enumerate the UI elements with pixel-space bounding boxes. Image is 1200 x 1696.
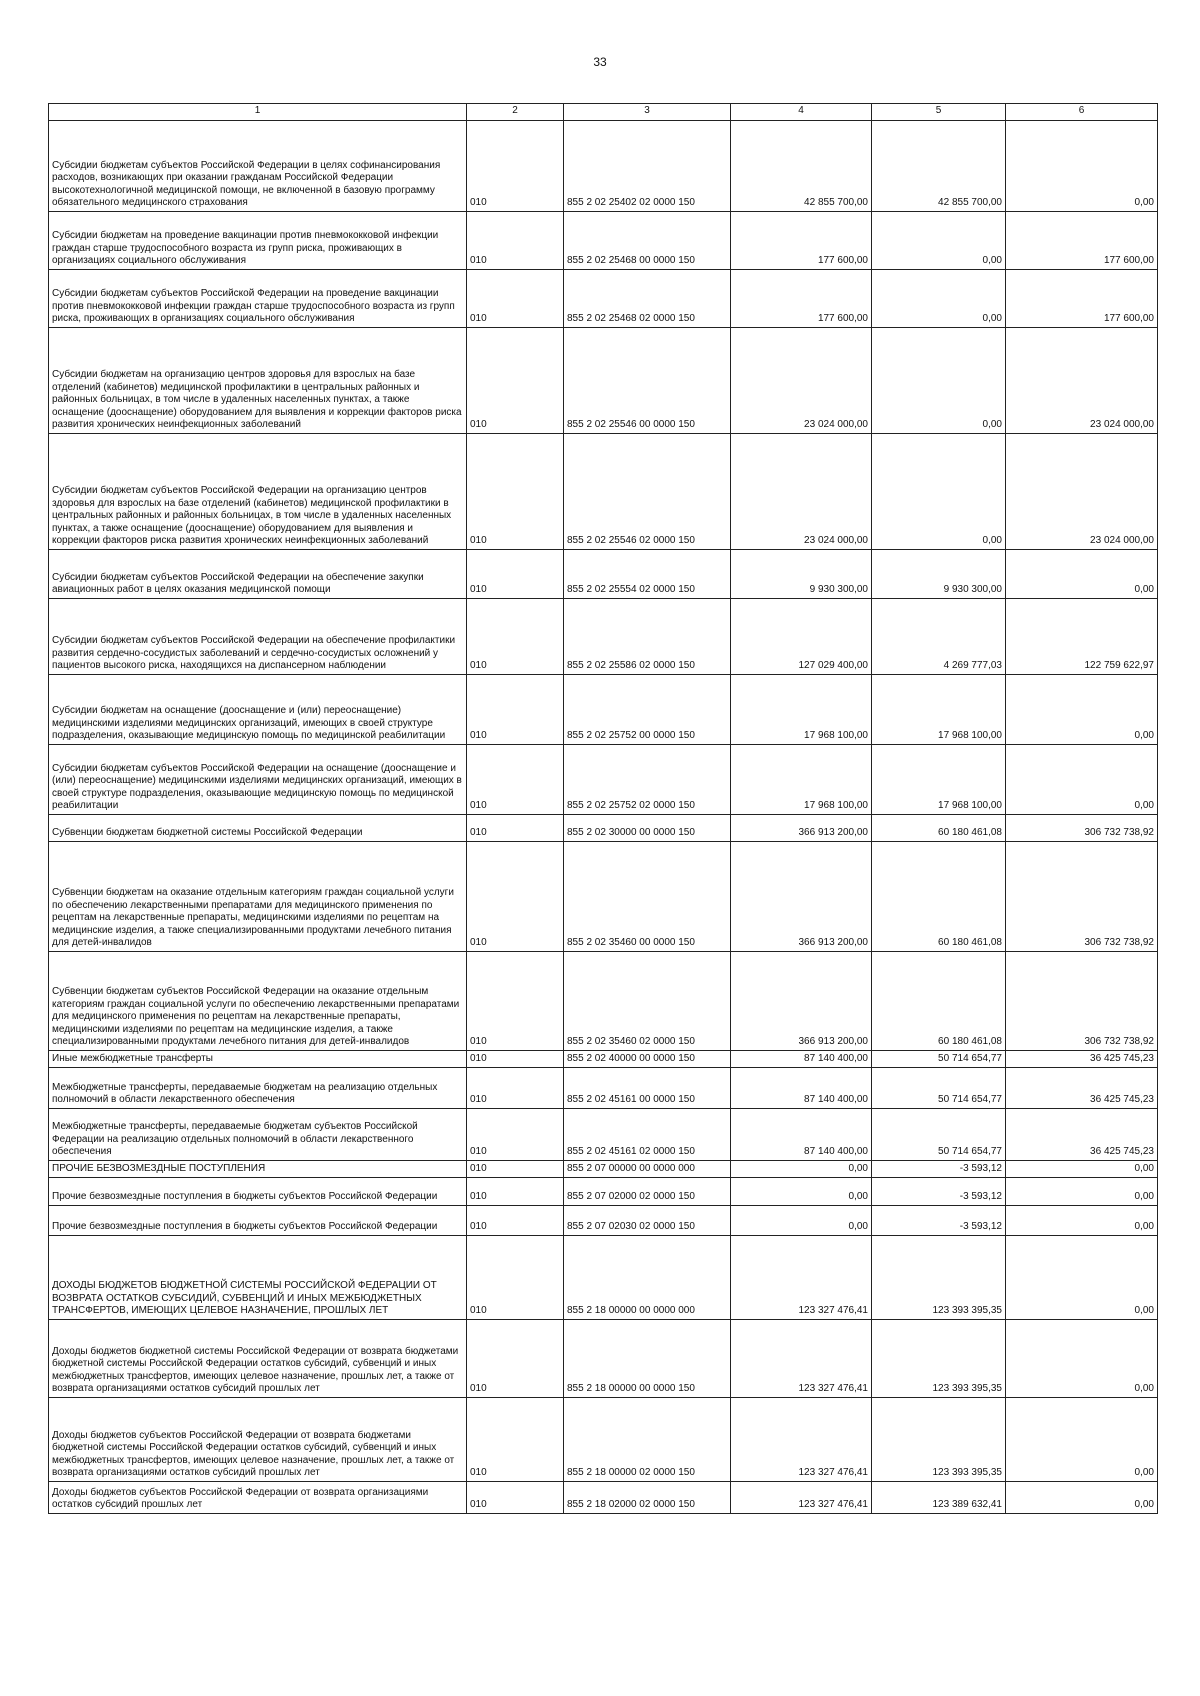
table-row [49,1236,1158,1320]
row-code-cell: 010 [467,1068,564,1109]
table-row [49,842,1158,952]
row-name-cell: Субсидии бюджетам субъектов Российской Федерации на организацию центров здоровья для взрослых на базе отделений (кабинетов) медицинской профилактики в центральных районных и районных больницах, в том числе в удаленных населенных пунктах, а также оснащение (дооснащение) оборудованием для выявления и коррекции факторов риска развития хронических неинфекционных заболеваний [49,434,467,550]
row-kbk-cell: 855 2 02 35460 00 0000 150 [564,842,731,952]
row-rest-cell: 122 759 622,97 [1006,599,1158,675]
row-rest-cell: 306 732 738,92 [1006,815,1158,842]
row-kbk-cell: 855 2 02 30000 00 0000 150 [564,815,731,842]
row-name-cell: ПРОЧИЕ БЕЗВОЗМЕЗДНЫЕ ПОСТУПЛЕНИЯ [49,1161,467,1178]
row-code-cell: 010 [467,434,564,550]
table-body [49,121,1158,1514]
table-header-row [49,104,1158,121]
row-kbk-cell: 855 2 02 45161 00 0000 150 [564,1068,731,1109]
row-code-cell: 010 [467,842,564,952]
column-header: 3 [564,104,731,121]
row-kbk-cell: 855 2 02 25546 00 0000 150 [564,328,731,434]
row-name-cell: Субвенции бюджетам субъектов Российской Федерации на оказание отдельным категориям граждан социальной услуги по обеспечению лекарственными препаратами для медицинского применения по рецептам на лекарственные препараты, медицинскими изделиями по рецептам на медицинские изделия, а также специализированными продуктами лечебного питания для детей-инвалидов [49,952,467,1051]
row-kbk-cell: 855 2 18 00000 00 0000 150 [564,1320,731,1398]
row-kbk-cell: 855 2 07 02000 02 0000 150 [564,1178,731,1206]
row-plan-cell: 366 913 200,00 [731,952,872,1051]
row-code-cell: 010 [467,1051,564,1068]
row-fact-cell: 0,00 [872,328,1006,434]
row-kbk-cell: 855 2 18 00000 00 0000 000 [564,1236,731,1320]
table-row [49,599,1158,675]
row-name-cell: ДОХОДЫ БЮДЖЕТОВ БЮДЖЕТНОЙ СИСТЕМЫ РОССИЙСКОЙ ФЕДЕРАЦИИ ОТ ВОЗВРАТА ОСТАТКОВ СУБСИДИЙ, СУБВЕНЦИЙ И ИНЫХ МЕЖБЮДЖЕТНЫХ ТРАНСФЕРТОВ, ИМЕЮЩИХ ЦЕЛЕВОЕ НАЗНАЧЕНИЕ, ПРОШЛЫХ ЛЕТ [49,1236,467,1320]
row-name-cell: Субвенции бюджетам бюджетной системы Российской Федерации [49,815,467,842]
table-row [49,1206,1158,1236]
row-fact-cell: 123 393 395,35 [872,1236,1006,1320]
row-plan-cell: 366 913 200,00 [731,815,872,842]
row-plan-cell: 123 327 476,41 [731,1482,872,1514]
row-kbk-cell: 855 2 02 25752 00 0000 150 [564,675,731,745]
row-kbk-cell: 855 2 07 00000 00 0000 000 [564,1161,731,1178]
row-fact-cell: 0,00 [872,270,1006,328]
row-code-cell: 010 [467,550,564,599]
row-name-cell: Субсидии бюджетам на организацию центров здоровья для взрослых на базе отделений (кабинетов) медицинской профилактики в центральных районных и районных больницах, в том числе в удаленных населенных пунктах, а также оснащение (дооснащение) оборудованием для выявления и коррекции факторов риска развития хронических неинфекционных заболеваний [49,328,467,434]
row-kbk-cell: 855 2 18 02000 02 0000 150 [564,1482,731,1514]
row-rest-cell: 36 425 745,23 [1006,1051,1158,1068]
row-name-cell: Доходы бюджетов субъектов Российской Федерации от возврата организациями остатков субсидий прошлых лет [49,1482,467,1514]
row-rest-cell: 0,00 [1006,1206,1158,1236]
row-rest-cell: 36 425 745,23 [1006,1068,1158,1109]
row-fact-cell: 50 714 654,77 [872,1051,1006,1068]
row-rest-cell: 0,00 [1006,1398,1158,1482]
row-plan-cell: 0,00 [731,1161,872,1178]
row-rest-cell: 177 600,00 [1006,270,1158,328]
row-fact-cell: 50 714 654,77 [872,1068,1006,1109]
row-code-cell: 010 [467,599,564,675]
row-kbk-cell: 855 2 02 25402 02 0000 150 [564,121,731,212]
row-fact-cell: 17 968 100,00 [872,745,1006,815]
row-rest-cell: 0,00 [1006,121,1158,212]
row-code-cell: 010 [467,1236,564,1320]
row-rest-cell: 0,00 [1006,1320,1158,1398]
row-code-cell: 010 [467,1320,564,1398]
row-name-cell: Доходы бюджетов субъектов Российской Федерации от возврата бюджетами бюджетной системы Российской Федерации остатков субсидий, субвенций и иных межбюджетных трансфертов, имеющих целевое назначение, прошлых лет, а также от возврата организациями остатков субсидий прошлых лет [49,1398,467,1482]
row-name-cell: Субвенции бюджетам на оказание отдельным категориям граждан социальной услуги по обеспечению лекарственными препаратами для медицинского применения по рецептам на лекарственные препараты, медицинскими изделиями по рецептам на медицинские изделия, а также специализированными продуктами лечебного питания для детей-инвалидов [49,842,467,952]
row-rest-cell: 0,00 [1006,675,1158,745]
row-fact-cell: 9 930 300,00 [872,550,1006,599]
row-plan-cell: 87 140 400,00 [731,1068,872,1109]
column-header: 5 [872,104,1006,121]
row-rest-cell: 0,00 [1006,1178,1158,1206]
row-kbk-cell: 855 2 02 25554 02 0000 150 [564,550,731,599]
row-code-cell: 010 [467,1398,564,1482]
budget-table [48,103,1158,1514]
row-kbk-cell: 855 2 02 25468 02 0000 150 [564,270,731,328]
row-name-cell: Прочие безвозмездные поступления в бюджеты субъектов Российской Федерации [49,1178,467,1206]
row-plan-cell: 0,00 [731,1178,872,1206]
row-name-cell: Доходы бюджетов бюджетной системы Российской Федерации от возврата бюджетами бюджетной системы Российской Федерации остатков субсидий, субвенций и иных межбюджетных трансфертов, имеющих целевое назначение, прошлых лет, а также от возврата организациями остатков субсидий прошлых лет [49,1320,467,1398]
row-rest-cell: 36 425 745,23 [1006,1109,1158,1161]
row-plan-cell: 87 140 400,00 [731,1109,872,1161]
row-name-cell: Субсидии бюджетам субъектов Российской Федерации на обеспечение закупки авиационных работ в целях оказания медицинской помощи [49,550,467,599]
row-plan-cell: 123 327 476,41 [731,1398,872,1482]
row-rest-cell: 0,00 [1006,745,1158,815]
column-header: 6 [1006,104,1158,121]
table-row [49,745,1158,815]
row-fact-cell: 17 968 100,00 [872,675,1006,745]
row-plan-cell: 123 327 476,41 [731,1320,872,1398]
row-rest-cell: 23 024 000,00 [1006,328,1158,434]
row-fact-cell: -3 593,12 [872,1206,1006,1236]
table-row [49,1068,1158,1109]
table-row [49,212,1158,270]
column-header: 2 [467,104,564,121]
row-kbk-cell: 855 2 02 25468 00 0000 150 [564,212,731,270]
table-row [49,815,1158,842]
row-kbk-cell: 855 2 02 35460 02 0000 150 [564,952,731,1051]
row-kbk-cell: 855 2 18 00000 02 0000 150 [564,1398,731,1482]
row-code-cell: 010 [467,1161,564,1178]
table-row [49,1320,1158,1398]
row-plan-cell: 42 855 700,00 [731,121,872,212]
table-row [49,121,1158,212]
row-code-cell: 010 [467,1482,564,1514]
table-row [49,434,1158,550]
column-header: 1 [49,104,467,121]
row-code-cell: 010 [467,952,564,1051]
row-plan-cell: 123 327 476,41 [731,1236,872,1320]
row-name-cell: Субсидии бюджетам субъектов Российской Федерации в целях софинансирования расходов, возникающих при оказании гражданам Российской Федерации высокотехнологичной медицинской помощи, не включенной в базовую программу обязательного медицинского страхования [49,121,467,212]
row-name-cell: Межбюджетные трансферты, передаваемые бюджетам на реализацию отдельных полномочий в области лекарственного обеспечения [49,1068,467,1109]
table-row [49,1109,1158,1161]
row-kbk-cell: 855 2 07 02030 02 0000 150 [564,1206,731,1236]
row-plan-cell: 87 140 400,00 [731,1051,872,1068]
row-plan-cell: 17 968 100,00 [731,675,872,745]
row-rest-cell: 177 600,00 [1006,212,1158,270]
row-rest-cell: 23 024 000,00 [1006,434,1158,550]
row-kbk-cell: 855 2 02 25752 02 0000 150 [564,745,731,815]
table-row [49,1051,1158,1068]
row-rest-cell: 306 732 738,92 [1006,842,1158,952]
row-fact-cell: 123 393 395,35 [872,1398,1006,1482]
row-code-cell: 010 [467,1206,564,1236]
row-code-cell: 010 [467,815,564,842]
row-rest-cell: 306 732 738,92 [1006,952,1158,1051]
table-row [49,675,1158,745]
row-rest-cell: 0,00 [1006,550,1158,599]
table-row [49,952,1158,1051]
row-kbk-cell: 855 2 02 25586 02 0000 150 [564,599,731,675]
row-plan-cell: 0,00 [731,1206,872,1236]
row-code-cell: 010 [467,328,564,434]
row-fact-cell: 60 180 461,08 [872,952,1006,1051]
row-name-cell: Субсидии бюджетам на проведение вакцинации против пневмококковой инфекции граждан старше трудоспособного возраста из групп риска, проживающих в организациях социального обслуживания [49,212,467,270]
row-code-cell: 010 [467,745,564,815]
column-header: 4 [731,104,872,121]
table-row [49,270,1158,328]
row-code-cell: 010 [467,270,564,328]
row-fact-cell: 60 180 461,08 [872,842,1006,952]
table-row [49,1178,1158,1206]
table-row [49,1161,1158,1178]
row-kbk-cell: 855 2 02 45161 02 0000 150 [564,1109,731,1161]
row-plan-cell: 127 029 400,00 [731,599,872,675]
row-rest-cell: 0,00 [1006,1161,1158,1178]
row-code-cell: 010 [467,675,564,745]
row-plan-cell: 9 930 300,00 [731,550,872,599]
row-plan-cell: 177 600,00 [731,212,872,270]
row-plan-cell: 23 024 000,00 [731,434,872,550]
row-fact-cell: 42 855 700,00 [872,121,1006,212]
table-row [49,1482,1158,1514]
row-fact-cell: 0,00 [872,212,1006,270]
row-name-cell: Субсидии бюджетам на оснащение (дооснащение и (или) переоснащение) медицинскими изделиями медицинских организаций, имеющих в своей структуре подразделения, оказывающие медицинскую помощь по медицинской реабилитации [49,675,467,745]
row-name-cell: Прочие безвозмездные поступления в бюджеты субъектов Российской Федерации [49,1206,467,1236]
row-fact-cell: 123 389 632,41 [872,1482,1006,1514]
row-rest-cell: 0,00 [1006,1482,1158,1514]
row-code-cell: 010 [467,1109,564,1161]
row-name-cell: Субсидии бюджетам субъектов Российской Федерации на проведение вакцинации против пневмококковой инфекции граждан старше трудоспособного возраста из групп риска, проживающих в организациях социального обслуживания [49,270,467,328]
row-fact-cell: 0,00 [872,434,1006,550]
row-fact-cell: 4 269 777,03 [872,599,1006,675]
row-plan-cell: 366 913 200,00 [731,842,872,952]
row-name-cell: Межбюджетные трансферты, передаваемые бюджетам субъектов Российской Федерации на реализацию отдельных полномочий в области лекарственного обеспечения [49,1109,467,1161]
row-rest-cell: 0,00 [1006,1236,1158,1320]
table-row [49,550,1158,599]
row-name-cell: Субсидии бюджетам субъектов Российской Федерации на оснащение (дооснащение и (или) переоснащение) медицинскими изделиями медицинских организаций, имеющих в своей структуре подразделения, оказывающие медицинскую помощь по медицинской реабилитации [49,745,467,815]
row-code-cell: 010 [467,121,564,212]
page-number: 33 [593,55,607,69]
table-row [49,1398,1158,1482]
row-plan-cell: 23 024 000,00 [731,328,872,434]
row-code-cell: 010 [467,1178,564,1206]
row-name-cell: Иные межбюджетные трансферты [49,1051,467,1068]
row-code-cell: 010 [467,212,564,270]
row-fact-cell: -3 593,12 [872,1161,1006,1178]
row-plan-cell: 17 968 100,00 [731,745,872,815]
row-fact-cell: 60 180 461,08 [872,815,1006,842]
row-fact-cell: 50 714 654,77 [872,1109,1006,1161]
row-kbk-cell: 855 2 02 25546 02 0000 150 [564,434,731,550]
row-plan-cell: 177 600,00 [731,270,872,328]
row-kbk-cell: 855 2 02 40000 00 0000 150 [564,1051,731,1068]
row-name-cell: Субсидии бюджетам субъектов Российской Федерации на обеспечение профилактики развития сердечно-сосудистых заболеваний и сердечно-сосудистых осложнений у пациентов высокого риска, находящихся на диспансерном наблюдении [49,599,467,675]
row-fact-cell: -3 593,12 [872,1178,1006,1206]
table-row [49,328,1158,434]
row-fact-cell: 123 393 395,35 [872,1320,1006,1398]
